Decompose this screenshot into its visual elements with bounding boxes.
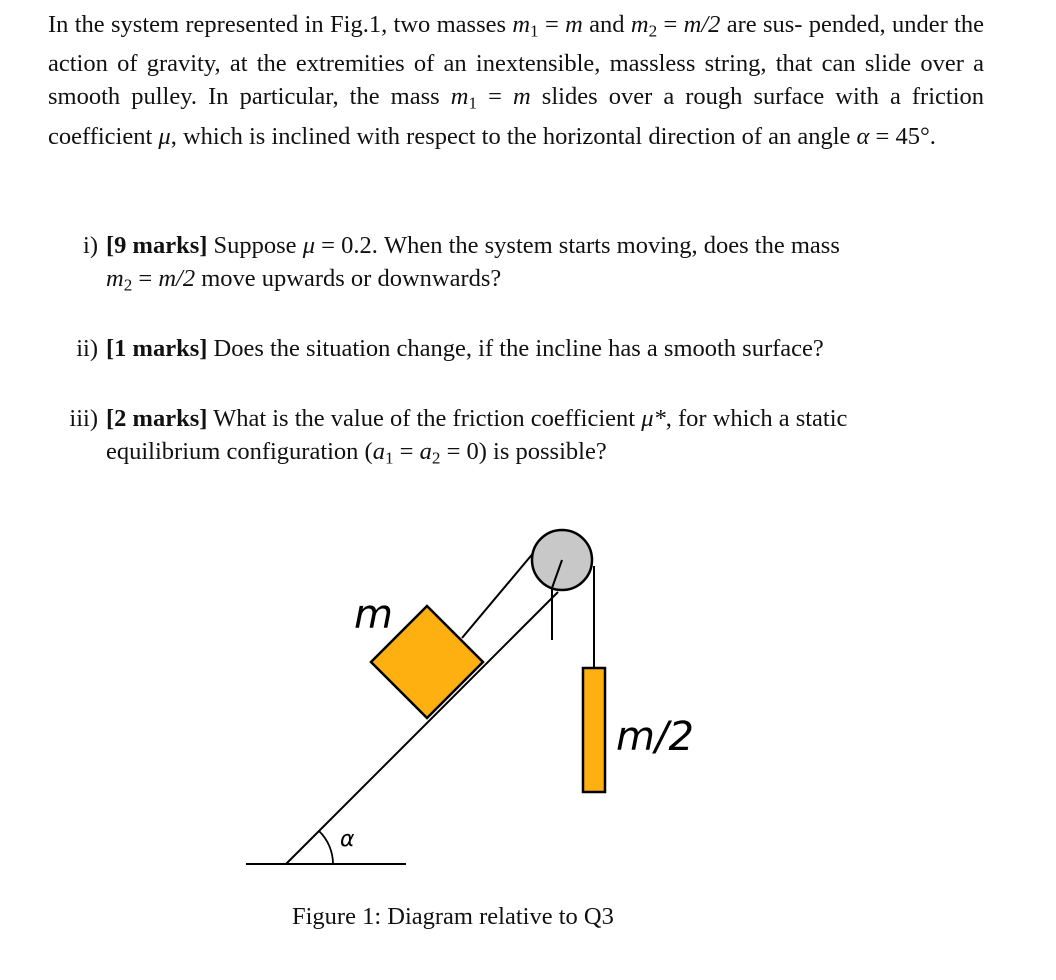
subquestion-label: iii) [69, 405, 98, 432]
marks-badge: [2 marks] [106, 405, 208, 432]
marks-badge: [1 marks] [106, 335, 208, 362]
string-incline [462, 545, 540, 638]
angle-arc [319, 831, 333, 864]
angle-label: α [340, 827, 355, 852]
marks-badge: [9 marks] [106, 232, 208, 259]
subquestion-label: i) [83, 232, 98, 259]
mass-label-half: m/2 [616, 714, 694, 760]
hanging-mass [583, 668, 605, 792]
problem-paragraph: In the system represented in Fig.1, two masses $m_1 = m$ and $m_2 = m/2$ are sus- pended, under the action of gravity, at the extremities of an inextensible, massless string, that can slide over a smooth pulley. In particular, the mass $m_1 = m$ slides over a rough surface with a friction coefficient μ, which is inclined with respect to the horizontal direction of an angle α = 45°. [14, 8, 984, 153]
subquestion-label: ii) [76, 335, 98, 362]
mass-label-m: m [354, 592, 393, 638]
figure-caption: Figure 1: Diagram relative to Q3 [292, 903, 614, 930]
